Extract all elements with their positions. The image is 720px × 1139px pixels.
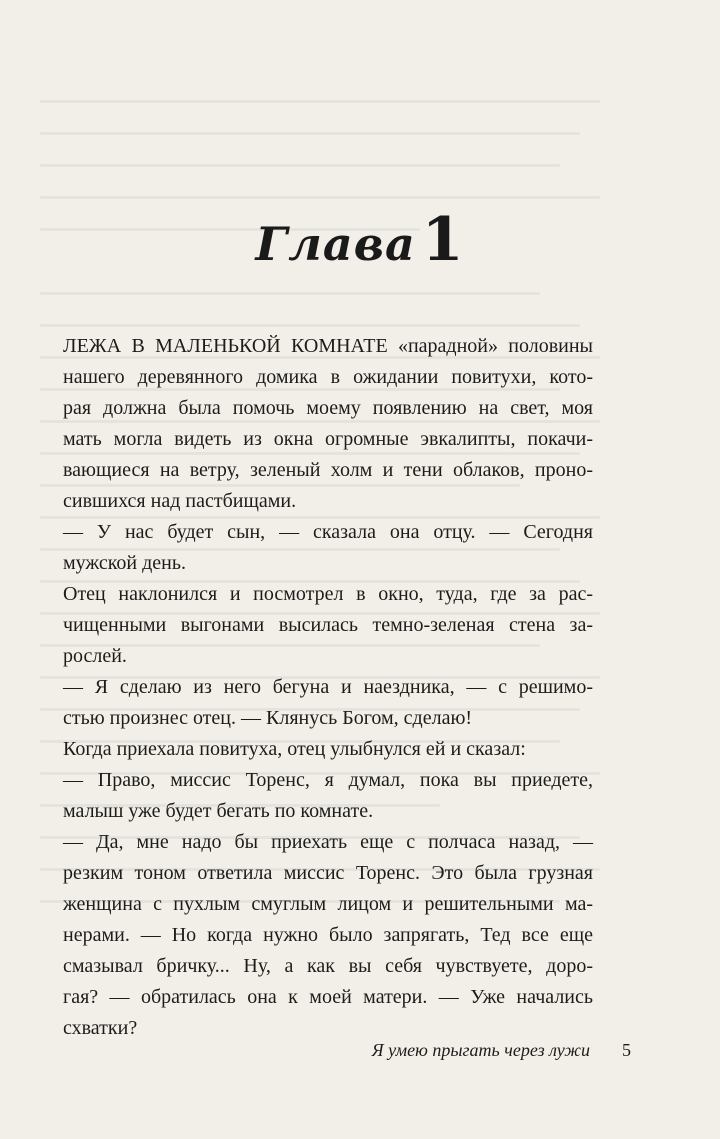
text-line: стью произнес отец. — Клянусь Богом, сделаю! bbox=[63, 707, 473, 729]
text-line: мужской день. bbox=[63, 552, 187, 574]
text-line: Отец наклонился и посмотрел в окно, туда, где за рас- bbox=[63, 583, 593, 605]
text-line: Когда приехала повитуха, отец улыбнулся ей и сказал: bbox=[63, 738, 526, 760]
text-line: женщина с пухлым смуглым лицом и решительными ма- bbox=[63, 893, 593, 915]
text-line: гая? — обратилась она к моей матери. — Уже начались bbox=[63, 986, 593, 1008]
page-footer bbox=[0, 1040, 720, 1070]
text-line: — Я сделаю из него бегуна и наездника, — с решимо- bbox=[63, 676, 593, 698]
chapter-heading bbox=[0, 205, 720, 275]
text-line: — Да, мне надо бы приехать еще с полчаса назад, — bbox=[63, 831, 593, 853]
text-line: чищенными выгонами высилась темно-зеленая стена за- bbox=[63, 614, 593, 636]
chapter-body-text bbox=[63, 331, 593, 1044]
running-title: Я умею прыгать через лужи bbox=[371, 1040, 590, 1060]
text-line: мать могла видеть из окна огромные эвкалипты, покачи- bbox=[63, 428, 593, 450]
text-line: ЛЕЖА В МАЛЕНЬКОЙ КОМНАТЕ «парадной» половины bbox=[63, 335, 593, 357]
text-line: вающиеся на ветру, зеленый холм и тени облаков, проно- bbox=[63, 459, 593, 481]
page-number: 5 bbox=[622, 1040, 631, 1060]
text-line: нерами. — Но когда нужно было запрягать, Тед все еще bbox=[63, 924, 593, 946]
text-line: нашего деревянного домика в ожидании повитухи, кото- bbox=[63, 366, 593, 388]
text-line: смазывал бричку... Ну, а как вы себя чувствуете, доро- bbox=[63, 955, 593, 977]
text-line: резким тоном ответила миссис Торенс. Это была грузная bbox=[63, 862, 593, 884]
text-line: — Право, миссис Торенс, я думал, пока вы приедете, bbox=[63, 769, 593, 791]
chapter-number: 1 bbox=[421, 205, 465, 275]
text-line: рая должна была помочь моему появлению на свет, моя bbox=[63, 397, 593, 419]
chapter-word: Глава bbox=[255, 217, 416, 271]
text-line: — У нас будет сын, — сказала она отцу. — Сегодня bbox=[63, 521, 593, 543]
text-line: сившихся над пастбищами. bbox=[63, 490, 297, 512]
text-line: схватки? bbox=[63, 1017, 138, 1039]
text-line: рослей. bbox=[63, 645, 127, 667]
text-line: малыш уже будет бегать по комнате. bbox=[63, 800, 374, 822]
